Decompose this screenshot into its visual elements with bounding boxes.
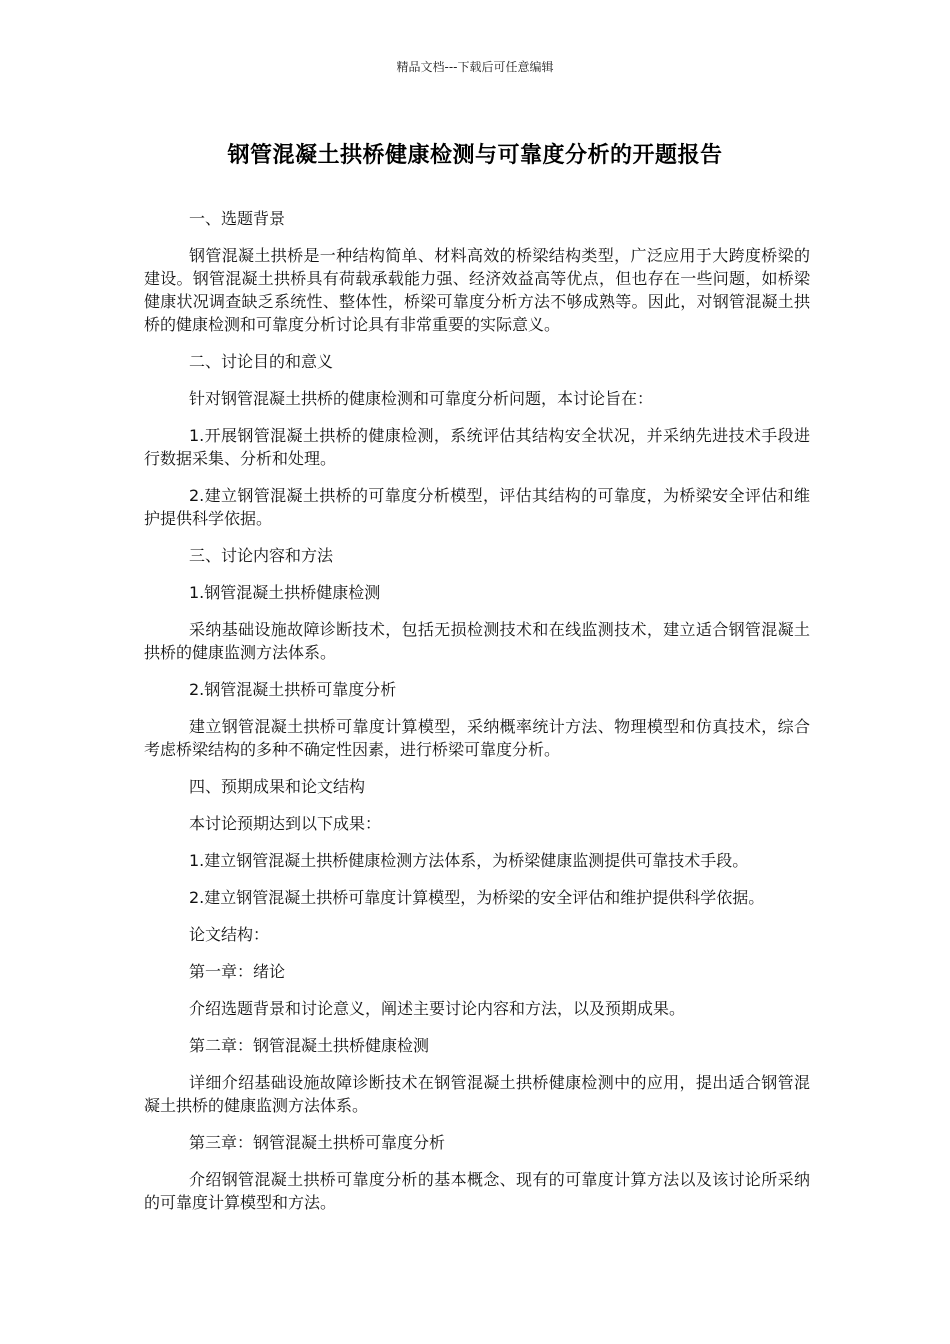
- list-item-purpose-2: 2.建立钢管混凝土拱桥的可靠度分析模型，评估其结构的可靠度，为桥梁安全评估和维护提供科学依据。: [144, 486, 810, 528]
- chapter-1-description: 介绍选题背景和讨论意义，阐述主要讨论内容和方法，以及预期成果。: [189, 999, 686, 1018]
- paragraph-background: 钢管混凝土拱桥是一种结构简单、材料高效的桥梁结构类型，广泛应用于大跨度桥梁的建设。钢管混凝土拱桥具有荷载承载能力强、经济效益高等优点，但也存在一些问题，如桥梁健康状况调查缺乏系统性、整体性，桥梁可靠度分析方法不够成熟等。因此，对钢管混凝土拱桥的健康检测和可靠度分析讨论具有非常重要的实际意义。: [144, 246, 810, 334]
- paragraph-purpose-intro: 针对钢管混凝土拱桥的健康检测和可靠度分析问题，本讨论旨在：: [189, 389, 654, 408]
- paragraph-thesis-structure: 论文结构：: [189, 925, 270, 944]
- chapter-1-title: 第一章：绪论: [189, 962, 286, 981]
- list-item-outcome-1: 1.建立钢管混凝土拱桥健康检测方法体系，为桥梁健康监测提供可靠技术手段。: [189, 851, 749, 870]
- subheading-health-detection: 1.钢管混凝土拱桥健康检测: [189, 583, 381, 602]
- chapter-2-description: 详细介绍基础设施故障诊断技术在钢管混凝土拱桥健康检测中的应用，提出适合钢管混凝土拱桥的健康监测方法体系。: [144, 1073, 810, 1115]
- chapter-2-title: 第二章：钢管混凝土拱桥健康检测: [189, 1036, 430, 1055]
- list-item-purpose-1: 1.开展钢管混凝土拱桥的健康检测，系统评估其结构安全状况，并采纳先进技术手段进行数据采集、分析和处理。: [144, 426, 810, 468]
- section-heading-purpose: 二、讨论目的和意义: [189, 352, 334, 371]
- section-heading-background: 一、选题背景: [189, 209, 286, 228]
- subheading-reliability-analysis: 2.钢管混凝土拱桥可靠度分析: [189, 680, 397, 699]
- document-body: [144, 207, 810, 1228]
- paragraph-health-detection: 采纳基础设施故障诊断技术，包括无损检测技术和在线监测技术，建立适合钢管混凝土拱桥的健康监测方法体系。: [144, 620, 810, 662]
- paragraph-outcomes-intro: 本讨论预期达到以下成果：: [189, 814, 382, 833]
- header-note: 精品文档---下载后可任意编辑: [396, 60, 554, 74]
- chapter-3-description: 介绍钢管混凝土拱桥可靠度分析的基本概念、现有的可靠度计算方法以及该讨论所采纳的可靠度计算模型和方法。: [144, 1170, 810, 1212]
- list-item-outcome-2: 2.建立钢管混凝土拱桥可靠度计算模型，为桥梁的安全评估和维护提供科学依据。: [189, 888, 765, 907]
- section-heading-outcomes: 四、预期成果和论文结构: [189, 777, 366, 796]
- document-title: 钢管混凝土拱桥健康检测与可靠度分析的开题报告: [227, 143, 723, 168]
- section-heading-content: 三、讨论内容和方法: [189, 546, 334, 565]
- chapter-3-title: 第三章：钢管混凝土拱桥可靠度分析: [189, 1133, 446, 1152]
- paragraph-reliability-analysis: 建立钢管混凝土拱桥可靠度计算模型，采纳概率统计方法、物理模型和仿真技术，综合考虑桥梁结构的多种不确定性因素，进行桥梁可靠度分析。: [144, 717, 810, 759]
